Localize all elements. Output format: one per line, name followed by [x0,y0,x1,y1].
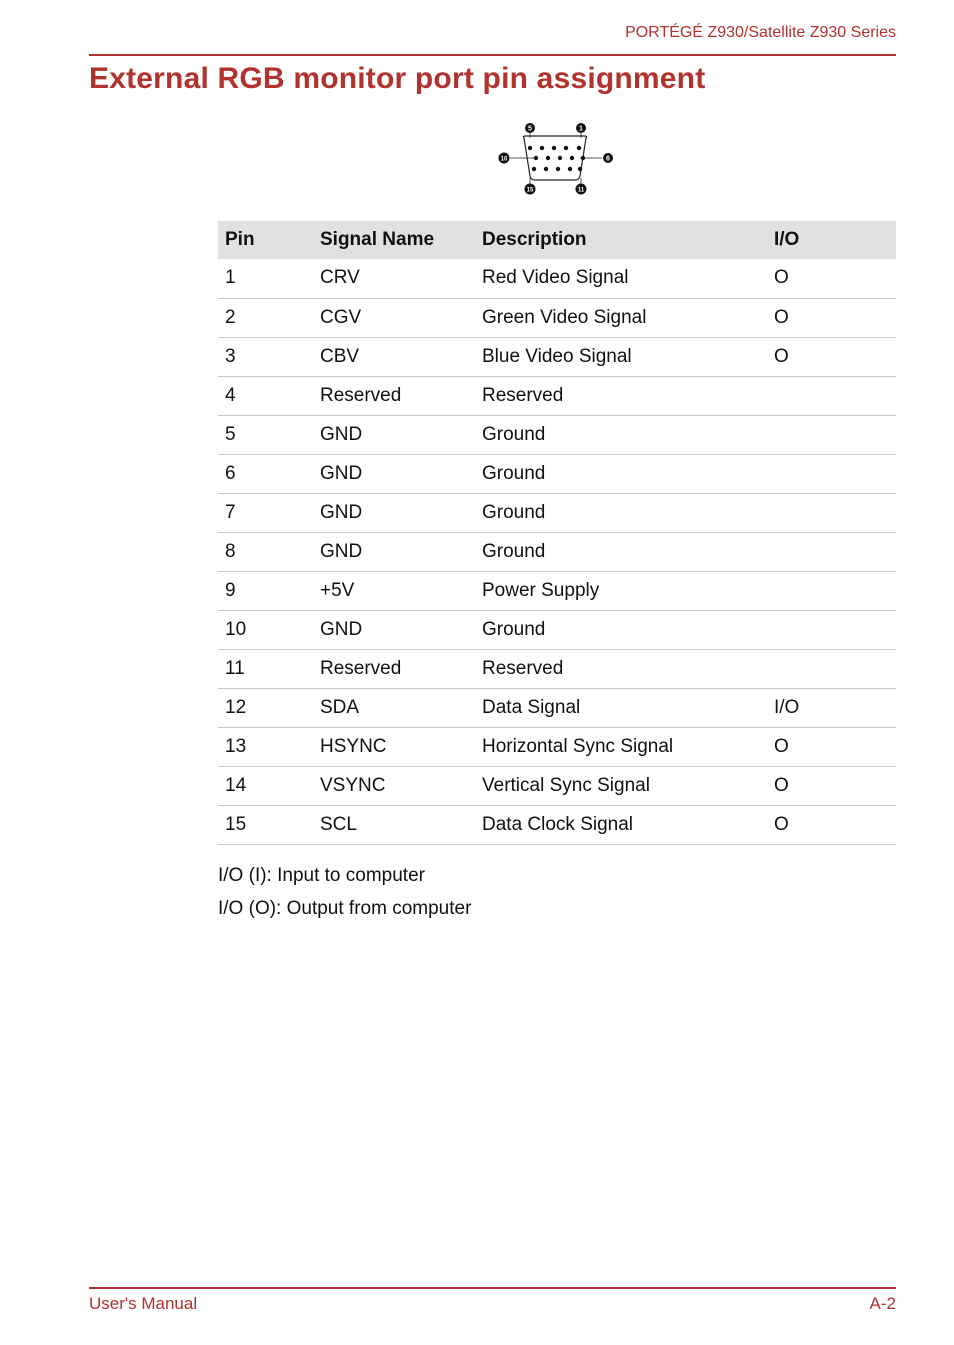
table-row [218,454,896,493]
table-row [218,532,896,571]
cell-pin: 11 [218,649,312,688]
pin-label-5: 5 [528,125,532,133]
cell-description: Horizontal Sync Signal [475,727,767,766]
cell-description: Ground [475,532,767,571]
cell-pin: 14 [218,766,312,805]
cell-pin: 8 [218,532,312,571]
table-row [218,337,896,376]
cell-pin: 12 [218,688,312,727]
note-input: I/O (I): Input to computer [218,865,425,886]
footer-divider [89,1287,896,1289]
vga-connector-diagram [494,118,616,198]
cell-io: O [767,766,896,805]
cell-pin: 6 [218,454,312,493]
cell-pin: 3 [218,337,312,376]
cell-signal: GND [312,415,475,454]
cell-pin: 2 [218,298,312,337]
table-header-row [218,221,896,259]
pin-label-11: 11 [577,187,585,194]
cell-description: Red Video Signal [475,259,767,298]
table-row [218,571,896,610]
table-row [218,259,896,298]
cell-pin: 10 [218,610,312,649]
cell-pin: 4 [218,376,312,415]
cell-io [767,454,896,493]
cell-pin: 7 [218,493,312,532]
cell-io [767,571,896,610]
io-notes [218,864,471,930]
running-header: PORTÉGÉ Z930/Satellite Z930 Series [625,24,896,41]
cell-description: Reserved [475,649,767,688]
note-output: I/O (O): Output from computer [218,898,472,919]
cell-description: Power Supply [475,571,767,610]
table-row [218,493,896,532]
table-row [218,415,896,454]
cell-description: Ground [475,454,767,493]
cell-signal: GND [312,454,475,493]
cell-signal: SCL [312,805,475,844]
header-divider [89,54,896,56]
cell-io [767,493,896,532]
table-row [218,610,896,649]
header-pin: Pin [218,221,312,259]
pin-row-3 [532,167,582,171]
pin-label-6: 6 [606,155,610,163]
cell-signal: GND [312,493,475,532]
cell-signal: HSYNC [312,727,475,766]
pin-row-1 [528,146,581,150]
cell-signal: CRV [312,259,475,298]
pin-label-15: 15 [526,187,534,194]
table-row [218,376,896,415]
pin-row-2 [534,156,585,160]
cell-io: O [767,805,896,844]
pin-assignment-table [218,221,896,845]
cell-description: Blue Video Signal [475,337,767,376]
cell-io: O [767,298,896,337]
cell-io [767,532,896,571]
header-signal-name: Signal Name [312,221,475,259]
cell-description: Green Video Signal [475,298,767,337]
cell-signal: +5V [312,571,475,610]
cell-description: Ground [475,415,767,454]
cell-io [767,610,896,649]
cell-signal: GND [312,610,475,649]
page-number: A-2 [869,1294,896,1313]
cell-description: Ground [475,493,767,532]
cell-description: Vertical Sync Signal [475,766,767,805]
table-row [218,688,896,727]
cell-io [767,415,896,454]
page-title: External RGB monitor port pin assignment [89,62,706,95]
table-row [218,649,896,688]
table-row [218,298,896,337]
table-row [218,727,896,766]
header-description: Description [475,221,767,259]
cell-pin: 9 [218,571,312,610]
cell-signal: Reserved [312,376,475,415]
cell-description: Data Signal [475,688,767,727]
cell-io: O [767,337,896,376]
cell-signal: CGV [312,298,475,337]
table-row [218,805,896,844]
cell-description: Data Clock Signal [475,805,767,844]
cell-description: Reserved [475,376,767,415]
cell-io: O [767,727,896,766]
cell-signal: Reserved [312,649,475,688]
cell-io: I/O [767,688,896,727]
pin-label-10: 10 [500,156,508,163]
table-row [218,766,896,805]
cell-pin: 15 [218,805,312,844]
cell-pin: 13 [218,727,312,766]
cell-signal: CBV [312,337,475,376]
cell-signal: SDA [312,688,475,727]
cell-signal: VSYNC [312,766,475,805]
cell-signal: GND [312,532,475,571]
header-io: I/O [767,221,896,259]
cell-io: O [767,259,896,298]
pin-label-1: 1 [579,125,583,133]
cell-io [767,376,896,415]
cell-pin: 5 [218,415,312,454]
cell-description: Ground [475,610,767,649]
cell-pin: 1 [218,259,312,298]
footer-manual-title: User's Manual [89,1294,198,1313]
cell-io [767,649,896,688]
